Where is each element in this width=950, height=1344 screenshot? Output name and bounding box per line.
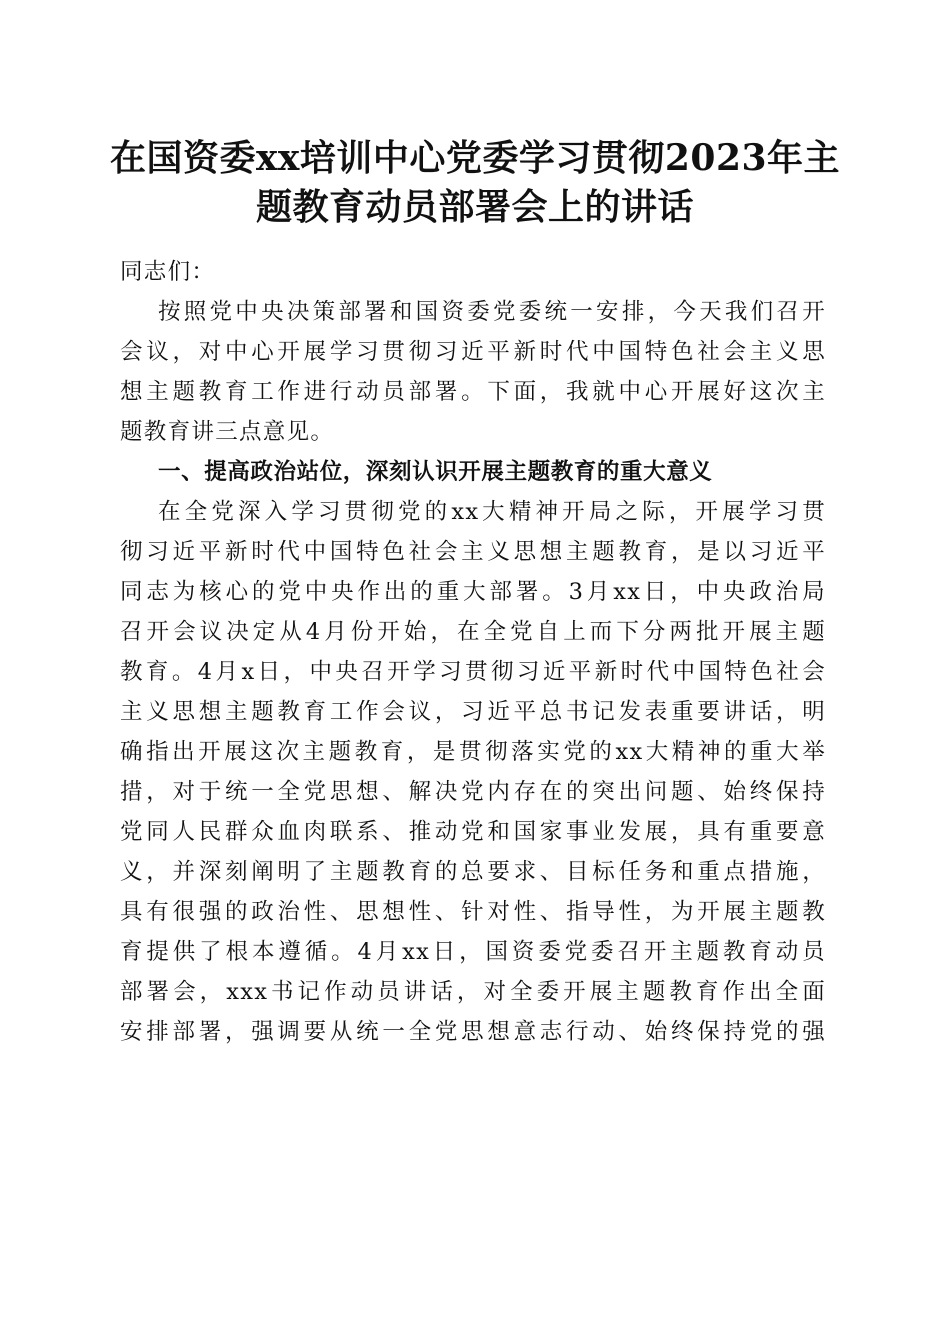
text-line: 主义思想主题教育工作会议，习近平总书记发表重要讲话，明 — [120, 699, 826, 725]
text-line: 想主题教育工作进行动员部署。下面，我就中心开展好这次主 — [120, 379, 826, 405]
salutation: 同志们： — [120, 259, 216, 285]
text-line: 具有很强的政治性、思想性、针对性、指导性，为开展主题教 — [120, 899, 826, 925]
paragraph-intro — [120, 292, 826, 452]
text-line: 确指出开展这次主题教育，是贯彻落实党的xx大精神的重大举 — [120, 739, 826, 765]
text-line: 会议，对中心开展学习贯彻习近平新时代中国特色社会主义思 — [120, 339, 826, 365]
text-line: 彻习近平新时代中国特色社会主义思想主题教育，是以习近平 — [120, 539, 826, 565]
title-line-2: 题教育动员部署会上的讲话 — [255, 186, 694, 228]
text-line: 题教育讲三点意见。 — [120, 419, 335, 445]
document-title — [100, 134, 850, 232]
text-line: 同志为核心的党中央作出的重大部署。3月xx日，中央政治局 — [120, 579, 826, 605]
text-line: 措，对于统一全党思想、解决党内存在的突出问题、始终保持 — [120, 779, 826, 805]
title-line-1: 在国资委xx培训中心党委学习贯彻2023年主 — [109, 137, 841, 179]
text-line: 召开会议决定从4月份开始，在全党自上而下分两批开展主题 — [120, 619, 826, 645]
text-line: 安排部署，强调要从统一全党思想意志行动、始终保持党的强 — [120, 1019, 826, 1045]
text-line: 按照党中央决策部署和国资委党委统一安排，今天我们召开 — [158, 299, 826, 325]
text-line: 党同人民群众血肉联系、推动党和国家事业发展，具有重要意 — [120, 819, 826, 845]
section-heading-1: 一、提高政治站位，深刻认识开展主题教育的重大意义 — [158, 459, 713, 485]
paragraph-significance — [120, 492, 826, 1052]
text-line: 教育。4月x日，中央召开学习贯彻习近平新时代中国特色社会 — [120, 659, 826, 685]
text-line: 育提供了根本遵循。4月xx日，国资委党委召开主题教育动员 — [120, 939, 826, 965]
text-line: 在全党深入学习贯彻党的xx大精神开局之际，开展学习贯 — [158, 499, 826, 525]
text-line: 部署会，xxx书记作动员讲话，对全委开展主题教育作出全面 — [120, 979, 826, 1005]
document-body — [120, 252, 826, 1052]
text-line: 义，并深刻阐明了主题教育的总要求、目标任务和重点措施， — [120, 859, 826, 885]
